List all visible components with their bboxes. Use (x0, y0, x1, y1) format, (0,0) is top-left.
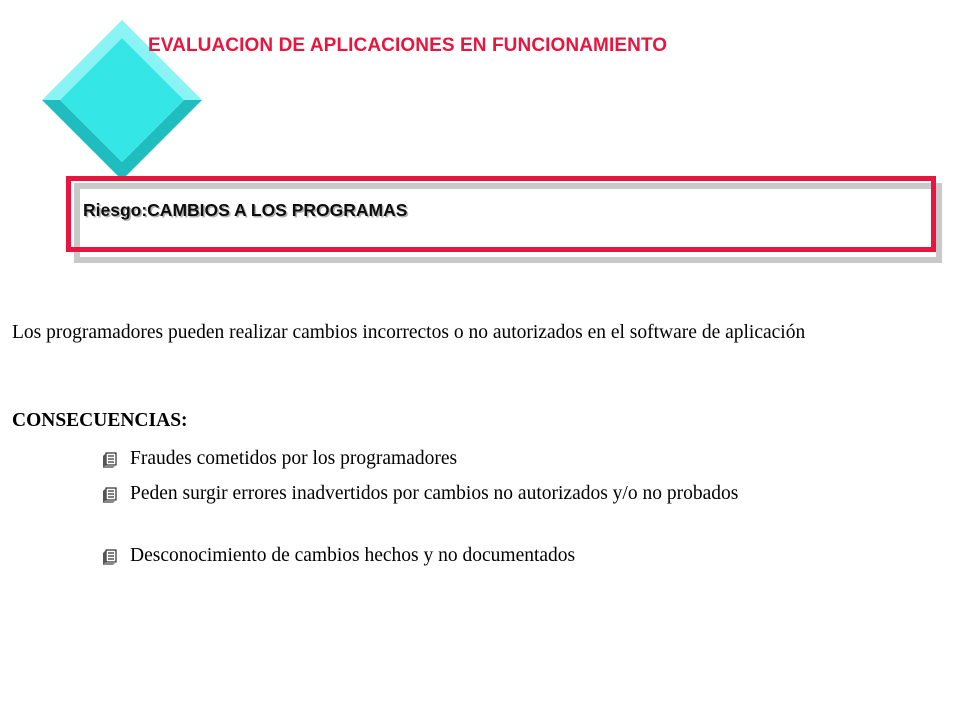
subtitle: Riesgo:CAMBIOS A LOS PROGRAMAS (83, 200, 408, 220)
checkbox-bullet-icon (102, 452, 118, 468)
checkbox-bullet-icon (102, 487, 118, 503)
list-item (102, 446, 922, 472)
description-paragraph: Los programadores pueden realizar cambios incorrectos o no autorizados en el software de aplicación (12, 322, 806, 343)
list-item (102, 543, 922, 569)
consequences-heading: CONSECUENCIAS: (12, 410, 188, 431)
list-item-text: Fraudes cometidos por los programadores (130, 448, 458, 469)
list-item (102, 481, 922, 507)
checkbox-bullet-icon (102, 549, 118, 565)
list-item-text: Desconocimiento de cambios hechos y no documentados (130, 545, 576, 566)
slide-title: EVALUACION DE APLICACIONES EN FUNCIONAMIENTO (148, 35, 668, 56)
list-item-text: Peden surgir errores inadvertidos por cambios no autorizados y/o no probados (130, 483, 739, 504)
